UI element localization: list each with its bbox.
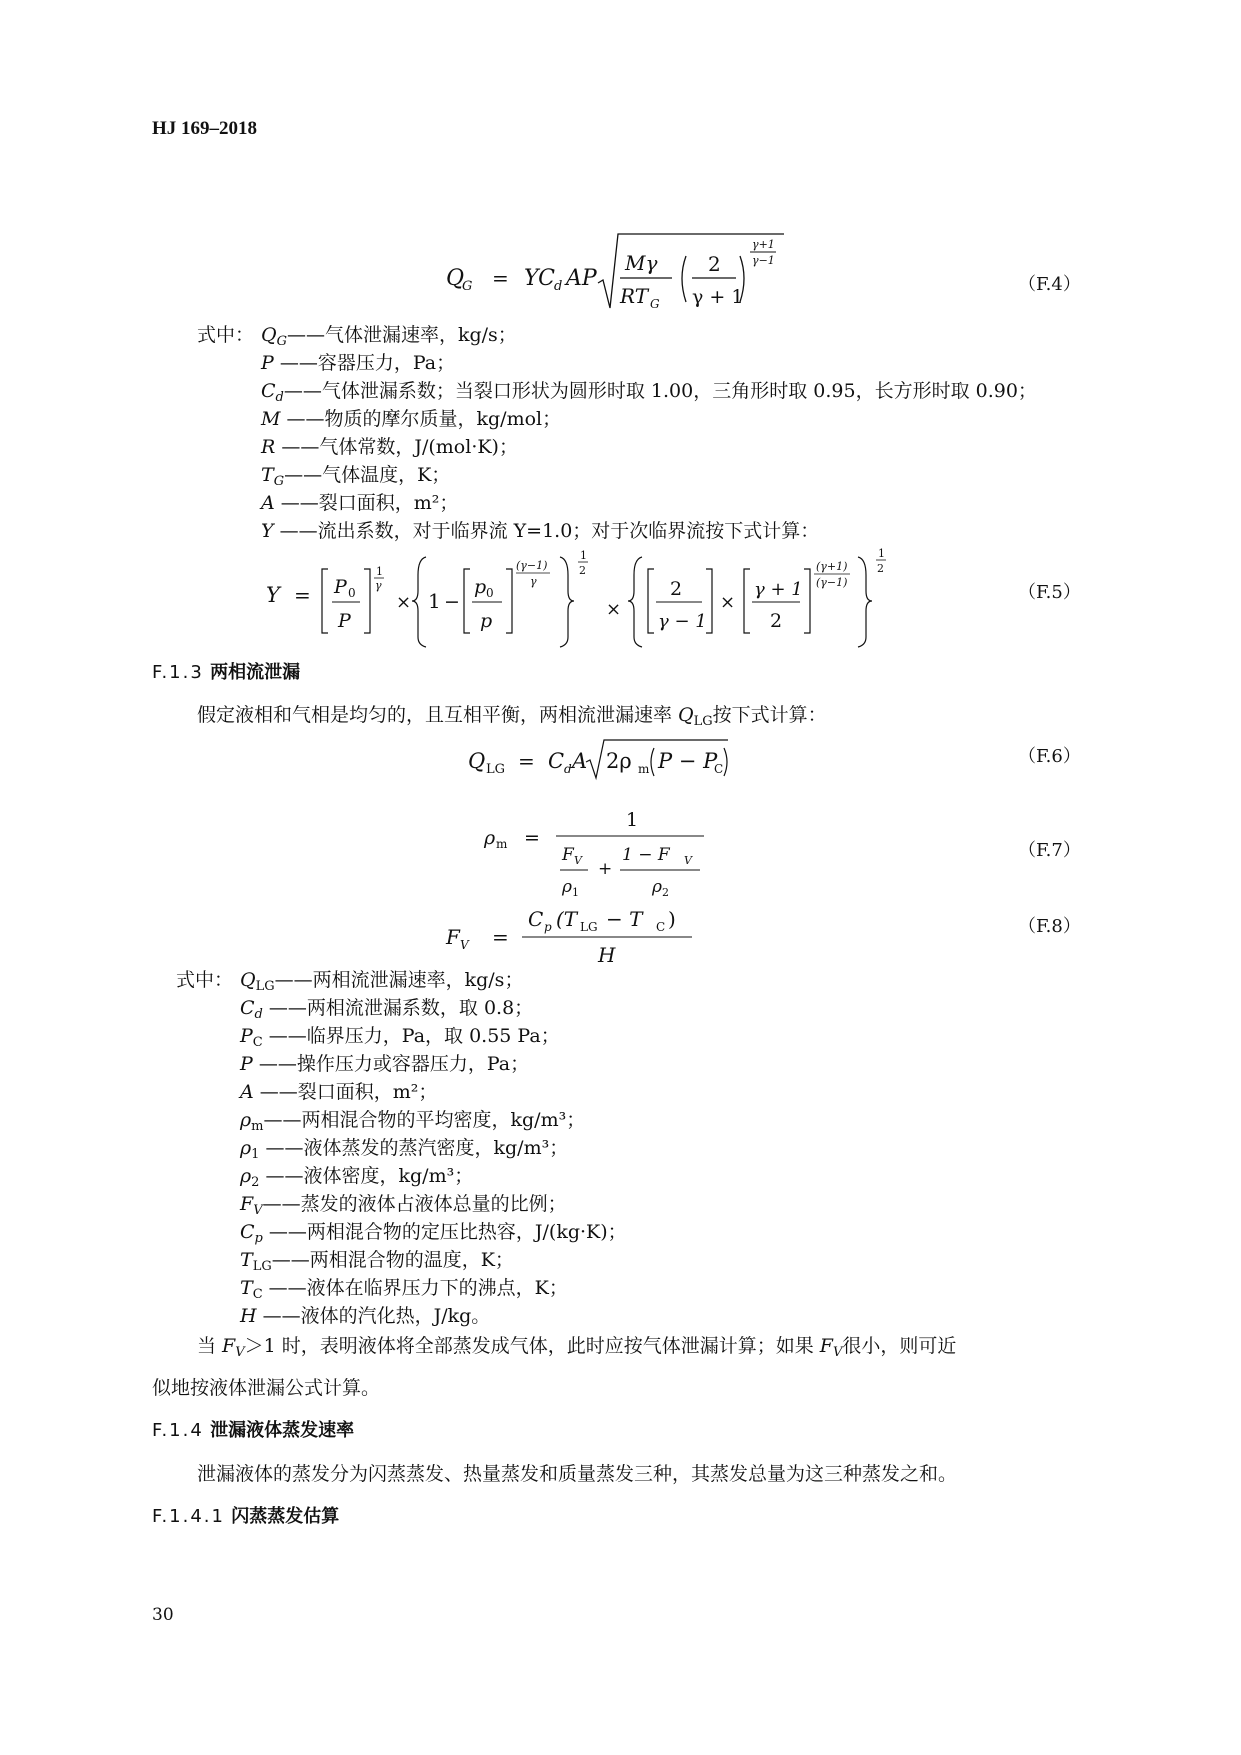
svg-text:2: 2 [770, 610, 783, 632]
svg-text:A: A [572, 749, 588, 773]
svg-text:×: × [606, 599, 622, 620]
svg-text:p: p [544, 920, 552, 934]
svg-text:2ρ: 2ρ [606, 749, 632, 773]
f4-exp-num: γ+1 [752, 238, 775, 251]
svg-text:F: F [446, 925, 460, 949]
equation-number-f8: （F.8） [1018, 916, 1081, 937]
f5-lhs: Y [266, 583, 280, 607]
f4-rhs: YC [524, 266, 555, 291]
svg-text:V: V [684, 854, 692, 867]
equation-number-f5: （F.5） [1018, 582, 1081, 603]
defs2-lead: 式中： [176, 969, 234, 991]
list-item: P ——容器压力，Pa； [261, 352, 456, 374]
list-item: A ——裂口面积，m²； [261, 492, 459, 514]
svg-text:0: 0 [486, 586, 494, 600]
f4-den: RT [620, 284, 649, 308]
svg-text:1 − F: 1 − F [622, 845, 670, 865]
section-heading-f13: F.1.3 两相流泄漏 [152, 662, 301, 683]
svg-text:=: = [492, 266, 509, 290]
svg-text:m: m [496, 837, 508, 851]
list-item: $T_G——$气体温度，K； [261, 464, 451, 489]
section-heading-f14: F.1.4 泄漏液体蒸发速率 [152, 1420, 355, 1441]
svg-text:ρ: ρ [484, 827, 496, 849]
svg-text:ρ: ρ [562, 877, 572, 897]
equation-f4 [440, 228, 790, 320]
svg-text:1: 1 [428, 589, 441, 613]
svg-text:1: 1 [580, 549, 587, 562]
svg-text:1: 1 [376, 565, 383, 578]
svg-text:F: F [562, 845, 574, 865]
equation-f8 [440, 900, 700, 968]
svg-text:V: V [574, 854, 582, 867]
paragraph-fv-condition-line1: 当 $F_V>1$ 时，表明液体将全部蒸发成气体，此时应按气体泄漏计算；如果 $F_V$很小，则可近 [197, 1335, 957, 1360]
svg-text:C: C [714, 762, 724, 776]
paragraph-two-phase-intro: 假定液相和气相是均匀的，且互相平衡，两相流泄漏速率 $Q_{LG}$按下式计算： [197, 704, 827, 729]
svg-text:p: p [474, 576, 487, 598]
f4-rhs2: AP [566, 266, 597, 291]
svg-text:m: m [638, 762, 650, 776]
svg-text:1: 1 [626, 809, 639, 831]
list-item: $C_p$ ——两相混合物的定压比热容，J/(kg·K)； [240, 1221, 627, 1246]
list-item: $\rho_m——$两相混合物的平均密度，kg/m³； [240, 1109, 586, 1134]
svg-text:2: 2 [579, 564, 586, 577]
equation-number-f7: （F.7） [1018, 840, 1081, 861]
svg-text:1: 1 [878, 547, 885, 560]
page-number: 30 [152, 1605, 174, 1625]
list-item: $\rho_2$ ——液体密度，kg/m³； [240, 1165, 474, 1190]
svg-text:γ + 1: γ + 1 [754, 579, 803, 600]
svg-text:P − P: P − P [658, 749, 718, 773]
svg-text:(T: (T [556, 907, 578, 931]
equation-f5 [260, 545, 910, 655]
list-item: $P_C$ ——临界压力，Pa，取 0.55 Pa； [240, 1025, 560, 1050]
section-heading-f141: F.1.4.1 闪蒸蒸发估算 [152, 1506, 340, 1527]
svg-text:C: C [548, 749, 565, 773]
list-item: Y ——流出系数，对于临界流 Y=1.0；对于次临界流按下式计算： [261, 520, 820, 542]
svg-text:×: × [720, 592, 736, 613]
svg-text:=: = [524, 827, 540, 849]
list-item: $Q_G——$气体泄漏速率，kg/s； [261, 324, 517, 349]
f4-lhs-sub: G [462, 279, 473, 294]
svg-text:H: H [598, 943, 616, 967]
svg-text:γ: γ [530, 575, 537, 588]
list-item: $T_{LG}——$两相混合物的温度，K； [240, 1249, 514, 1274]
list-item: $T_C$ ——液体在临界压力下的沸点，K； [240, 1277, 568, 1302]
svg-text:γ − 1: γ − 1 [658, 611, 707, 632]
svg-text:d: d [564, 762, 572, 776]
svg-text:P: P [338, 610, 351, 632]
svg-text:2: 2 [662, 886, 669, 899]
svg-text:(γ−1): (γ−1) [816, 576, 848, 589]
svg-text:− T: − T [606, 907, 643, 931]
equation-f7 [480, 802, 720, 902]
list-item: R ——气体常数，J/(mol·K)； [261, 436, 518, 458]
svg-text:ρ: ρ [652, 877, 662, 897]
svg-text:×: × [396, 592, 412, 613]
svg-text:LG: LG [580, 920, 598, 934]
svg-text:=: = [492, 925, 509, 949]
list-item: $\rho_1$ ——液体蒸发的蒸汽密度，kg/m³； [240, 1137, 569, 1162]
svg-text:(γ−1): (γ−1) [516, 559, 548, 572]
svg-text:2: 2 [670, 578, 683, 600]
f4-num: Mγ [625, 251, 658, 275]
svg-text:C: C [528, 907, 544, 931]
svg-text:1: 1 [572, 886, 579, 899]
svg-text:(γ+1): (γ+1) [816, 560, 848, 573]
svg-text:C: C [656, 920, 666, 934]
f4-exp-den: γ−1 [752, 254, 775, 267]
svg-text:): ) [668, 907, 676, 931]
paragraph-evaporation: 泄漏液体的蒸发分为闪蒸蒸发、热量蒸发和质量蒸发三种，其蒸发总量为这三种蒸发之和。 [197, 1463, 958, 1485]
svg-text:Q: Q [468, 749, 486, 773]
list-item: A ——裂口面积，m²； [240, 1081, 438, 1103]
svg-text:γ: γ [375, 579, 382, 592]
f4-frac-num: 2 [708, 252, 721, 276]
svg-text:=: = [294, 583, 311, 607]
svg-text:=: = [518, 749, 535, 773]
document-id: HJ 169–2018 [152, 118, 258, 139]
list-item: P ——操作压力或容器压力，Pa； [240, 1053, 530, 1075]
f4-rhs-sub: d [554, 279, 563, 294]
list-item: $F_V——$蒸发的液体占液体总量的比例； [240, 1193, 567, 1218]
svg-text:p: p [480, 610, 493, 632]
svg-text:2: 2 [877, 562, 884, 575]
equation-number-f4: （F.4） [1018, 274, 1081, 295]
list-item: $C_d$ ——两相流泄漏系数，取 0.8； [240, 997, 534, 1022]
equation-number-f6: （F.6） [1018, 746, 1081, 767]
svg-text:−: − [444, 591, 460, 613]
f4-den-sub: G [650, 297, 660, 311]
list-item: H ——液体的汽化热，J/kg。 [240, 1305, 491, 1327]
svg-text:+: + [598, 859, 613, 879]
svg-text:V: V [460, 938, 469, 952]
paragraph-fv-condition-line2: 似地按液体泄漏公式计算。 [152, 1377, 381, 1399]
f4-frac-den: γ + 1 [692, 286, 744, 308]
list-item: $C_d——$气体泄漏系数；当裂口形状为圆形时取 1.00，三角形时取 0.95，长方形时取 0.90； [261, 380, 1037, 405]
svg-text:LG: LG [486, 762, 506, 777]
list-item: $Q_{LG}——$两相流泄漏速率，kg/s； [240, 969, 524, 994]
defs1-lead: 式中： [197, 324, 255, 346]
list-item: M ——物质的摩尔质量，kg/mol； [261, 408, 562, 430]
f4-lhs: Q [446, 266, 465, 291]
equation-f6 [466, 736, 746, 782]
svg-text:P: P [334, 576, 347, 598]
svg-text:0: 0 [348, 586, 356, 600]
